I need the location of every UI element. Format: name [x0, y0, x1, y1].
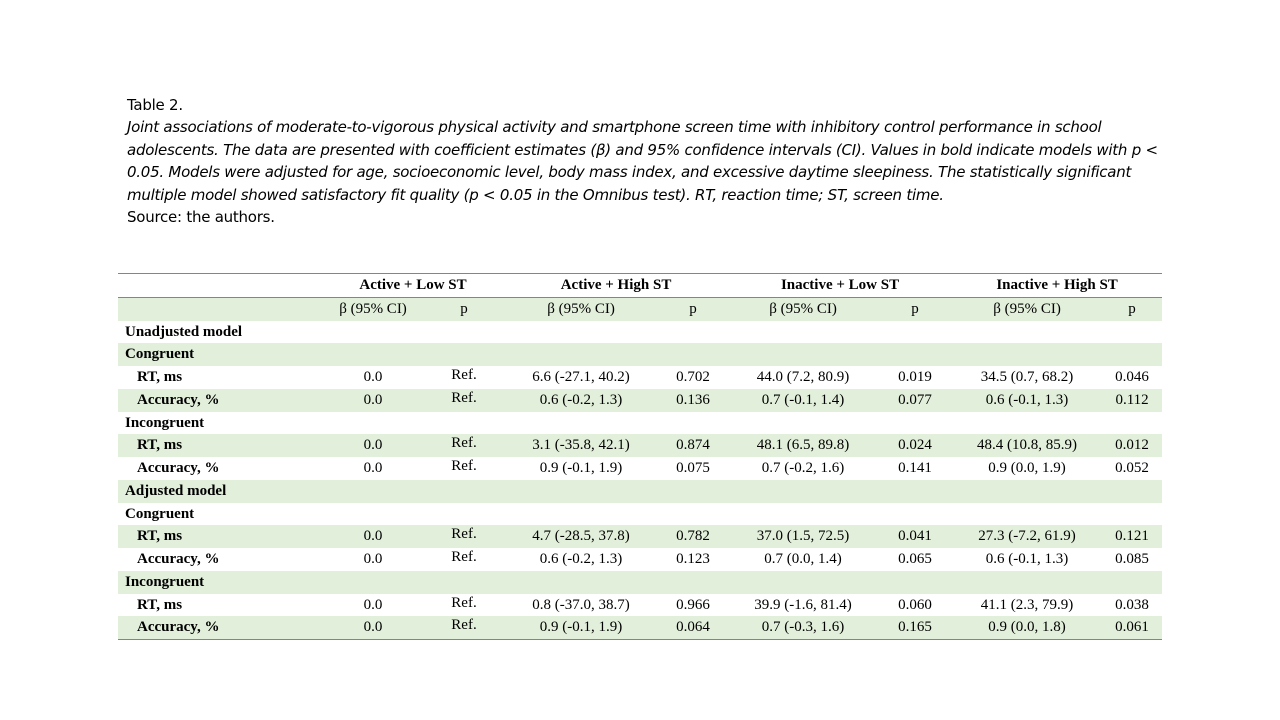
section-row	[118, 321, 1162, 344]
p-value-cell: 0.141	[898, 460, 932, 476]
empty-cell	[952, 503, 1102, 526]
p-value-cell: 0.123	[676, 551, 710, 567]
empty-cell	[504, 571, 658, 594]
empty-cell	[952, 412, 1102, 435]
table-cell	[322, 594, 424, 617]
row-label: RT, ms	[137, 369, 183, 385]
subheader-cell: p	[1102, 297, 1162, 320]
empty-cell	[424, 412, 504, 435]
p-value-cell: 0.782	[676, 528, 710, 545]
empty-cell	[322, 321, 424, 344]
estimate-cell: 0.9 (0.0, 1.8)	[988, 619, 1066, 636]
table-cell	[322, 366, 424, 389]
estimate-cell: 0.9 (-0.1, 1.9)	[539, 460, 623, 476]
reference-cell: Ref.	[451, 389, 477, 406]
estimate-cell: 27.3 (-7.2, 61.9)	[978, 528, 1076, 545]
empty-cell	[322, 503, 424, 526]
empty-cell	[504, 321, 658, 344]
estimate-cell: 0.7 (0.0, 1.4)	[764, 551, 842, 567]
p-value-cell: 0.046	[1115, 369, 1149, 385]
empty-cell	[728, 343, 878, 366]
estimate-cell: 0.0	[363, 460, 383, 476]
table-row	[118, 525, 1162, 548]
estimate-cell: 0.7 (-0.3, 1.6)	[761, 619, 845, 636]
table-source: Source: the authors.	[127, 208, 275, 227]
empty-cell	[504, 503, 658, 526]
table-cell	[952, 457, 1102, 480]
group-header-row	[118, 274, 1162, 298]
empty-cell	[728, 412, 878, 435]
row-label: Accuracy, %	[137, 551, 220, 567]
estimate-cell: 0.0	[363, 369, 383, 385]
estimate-cell: 0.9 (-0.1, 1.9)	[539, 619, 623, 636]
table-row	[118, 594, 1162, 617]
p-value-cell: 0.012	[1115, 437, 1149, 454]
p-value-cell: 0.121	[1115, 528, 1149, 545]
empty-cell	[322, 412, 424, 435]
table-cell	[504, 366, 658, 389]
table-cell	[878, 457, 952, 480]
p-value-cell: 0.136	[676, 391, 710, 408]
table-cell	[322, 616, 424, 639]
row-label: RT, ms	[118, 434, 322, 457]
table-cell	[658, 389, 728, 412]
reference-cell: Ref.	[451, 594, 477, 611]
section-label: Unadjusted model	[125, 323, 243, 340]
estimate-cell: 0.0	[363, 619, 383, 636]
table-cell	[1102, 594, 1162, 617]
table-cell	[1102, 548, 1162, 571]
empty-cell	[424, 321, 504, 344]
estimate-cell: 0.0	[363, 596, 383, 613]
table-cell	[322, 548, 424, 571]
row-label: Accuracy, %	[137, 460, 220, 476]
subheader-cell: p	[878, 297, 952, 320]
empty-cell	[878, 412, 952, 435]
table-cell	[424, 616, 504, 639]
p-value-cell: 0.874	[676, 437, 710, 454]
table-cell	[504, 525, 658, 548]
table-cell	[728, 548, 878, 571]
empty-cell	[424, 480, 504, 503]
table-caption	[127, 94, 1167, 228]
group-header: Active + Low ST	[322, 274, 504, 298]
estimate-cell: 44.0 (7.2, 80.9)	[756, 369, 850, 385]
estimate-cell: 0.7 (-0.1, 1.4)	[761, 391, 845, 408]
subheader-cell: β (95% CI)	[504, 297, 658, 320]
reference-cell: Ref.	[451, 617, 477, 634]
table-row	[118, 434, 1162, 457]
table-cell	[1102, 366, 1162, 389]
table-number: Table 2.	[127, 96, 183, 114]
estimate-cell: 39.9 (-1.6, 81.4)	[754, 596, 852, 613]
table-cell	[658, 457, 728, 480]
p-value-cell: 0.038	[1115, 596, 1149, 613]
table-cell	[952, 434, 1102, 457]
table-cell	[658, 616, 728, 639]
section-row	[118, 412, 1162, 435]
section-label: Congruent	[118, 343, 322, 366]
estimate-cell: 6.6 (-27.1, 40.2)	[532, 369, 630, 385]
row-label: Accuracy, %	[118, 616, 322, 639]
estimate-cell: 0.0	[363, 528, 383, 545]
section-label: Incongruent	[125, 414, 205, 431]
empty-cell	[322, 343, 424, 366]
table-cell	[658, 525, 728, 548]
empty-cell	[878, 480, 952, 503]
empty-cell	[658, 480, 728, 503]
empty-cell	[658, 343, 728, 366]
section-label: Adjusted model	[118, 480, 322, 503]
estimate-cell: 0.9 (0.0, 1.9)	[988, 460, 1066, 476]
empty-cell	[952, 321, 1102, 344]
empty-cell	[1102, 343, 1162, 366]
p-value-cell: 0.041	[898, 528, 932, 545]
reference-cell: Ref.	[451, 549, 477, 565]
empty-cell	[1102, 480, 1162, 503]
empty-cell	[424, 343, 504, 366]
table-row	[118, 389, 1162, 412]
empty-cell	[658, 503, 728, 526]
table-cell	[504, 548, 658, 571]
table-cell	[322, 525, 424, 548]
group-header: Inactive + Low ST	[728, 274, 952, 298]
estimate-cell: 0.6 (-0.2, 1.3)	[539, 391, 623, 408]
table-cell	[322, 434, 424, 457]
empty-cell	[658, 412, 728, 435]
empty-cell	[952, 480, 1102, 503]
empty-cell	[658, 321, 728, 344]
p-value-cell: 0.085	[1115, 551, 1149, 567]
p-value-cell: 0.052	[1115, 460, 1149, 476]
table-cell	[658, 594, 728, 617]
table-cell	[504, 389, 658, 412]
p-value-cell: 0.077	[898, 391, 932, 408]
table-cell	[878, 616, 952, 639]
table-cell	[952, 366, 1102, 389]
p-value-cell: 0.064	[676, 619, 710, 636]
estimate-cell: 4.7 (-28.5, 37.8)	[532, 528, 630, 545]
p-value-cell: 0.061	[1115, 619, 1149, 636]
table-cell	[424, 548, 504, 571]
empty-cell	[728, 571, 878, 594]
table-cell	[952, 389, 1102, 412]
section-row	[118, 503, 1162, 526]
empty-cell	[1102, 571, 1162, 594]
group-header: Active + High ST	[504, 274, 728, 298]
empty-cell	[424, 571, 504, 594]
p-value-cell: 0.075	[676, 460, 710, 476]
estimate-cell: 48.4 (10.8, 85.9)	[977, 437, 1078, 454]
table-cell	[424, 457, 504, 480]
table-cell	[322, 457, 424, 480]
p-value-cell: 0.702	[676, 369, 710, 385]
empty-cell	[322, 480, 424, 503]
p-value-cell: 0.165	[898, 619, 932, 636]
table-row	[118, 616, 1162, 639]
section-row	[118, 343, 1162, 366]
reference-cell: Ref.	[451, 458, 477, 474]
reference-cell: Ref.	[451, 435, 477, 452]
subheader-cell: β (95% CI)	[322, 297, 424, 320]
row-label: RT, ms	[118, 525, 322, 548]
table-cell	[878, 525, 952, 548]
table-cell	[728, 457, 878, 480]
subheader-cell: β (95% CI)	[952, 297, 1102, 320]
estimate-cell: 0.7 (-0.2, 1.6)	[761, 460, 845, 476]
table-cell	[504, 616, 658, 639]
table-cell	[424, 434, 504, 457]
empty-cell	[728, 321, 878, 344]
estimate-cell: 0.0	[363, 551, 383, 567]
estimate-cell: 0.6 (-0.1, 1.3)	[985, 391, 1069, 408]
empty-cell	[878, 343, 952, 366]
table-cell	[728, 434, 878, 457]
subheader-cell: β (95% CI)	[728, 297, 878, 320]
empty-cell	[504, 480, 658, 503]
table-cell	[658, 434, 728, 457]
estimate-cell: 0.6 (-0.1, 1.3)	[985, 551, 1069, 567]
estimate-cell: 0.0	[363, 437, 383, 454]
empty-cell	[504, 412, 658, 435]
p-value-cell: 0.060	[898, 596, 932, 613]
empty-cell	[728, 480, 878, 503]
empty-cell	[878, 321, 952, 344]
table-cell	[728, 594, 878, 617]
empty-cell	[424, 503, 504, 526]
table-cell	[424, 389, 504, 412]
table-cell	[878, 389, 952, 412]
p-value-cell: 0.024	[898, 437, 932, 454]
table-cell	[1102, 389, 1162, 412]
table-cell	[728, 366, 878, 389]
section-row	[118, 571, 1162, 594]
group-header: Inactive + High ST	[952, 274, 1162, 298]
reference-cell: Ref.	[451, 526, 477, 543]
table-cell	[878, 548, 952, 571]
estimate-cell: 0.0	[363, 391, 383, 408]
row-label: Accuracy, %	[118, 389, 322, 412]
empty-cell	[878, 571, 952, 594]
section-label: Incongruent	[118, 571, 322, 594]
table-cell	[878, 434, 952, 457]
table-cell	[952, 594, 1102, 617]
table-cell	[504, 434, 658, 457]
table-description: Joint associations of moderate-to-vigorous physical activity and smartphone screen time with inhibitory control performance in school adolescents. The data are presented with coefficient estimates (β) and 95% confidence intervals (CI). Values in bold indicate models with p < 0.05. Models were adjusted for age, socioeconomic level, body mass index, and excessive daytime sleepiness. The statistically significant multiple model showed satisfactory fit quality (p < 0.05 in the Omnibus test). RT, reaction time; ST, screen time.	[127, 118, 1158, 204]
table-row	[118, 548, 1162, 571]
estimate-cell: 37.0 (1.5, 72.5)	[756, 528, 850, 545]
empty-cell	[1102, 503, 1162, 526]
empty-cell	[952, 571, 1102, 594]
table-cell	[952, 616, 1102, 639]
p-value-cell: 0.065	[898, 551, 932, 567]
empty-cell	[658, 571, 728, 594]
header-blank	[118, 274, 322, 298]
estimate-cell: 0.6 (-0.2, 1.3)	[539, 551, 623, 567]
table-cell	[1102, 434, 1162, 457]
estimate-cell: 3.1 (-35.8, 42.1)	[532, 437, 630, 454]
table-cell	[504, 594, 658, 617]
empty-cell	[878, 503, 952, 526]
subheader-row	[118, 297, 1162, 320]
p-value-cell: 0.019	[898, 369, 932, 385]
table-cell	[728, 389, 878, 412]
reference-cell: Ref.	[451, 367, 477, 383]
table-cell	[1102, 616, 1162, 639]
p-value-cell: 0.112	[1115, 391, 1149, 408]
empty-cell	[728, 503, 878, 526]
table-cell	[424, 525, 504, 548]
empty-cell	[952, 343, 1102, 366]
table-cell	[658, 548, 728, 571]
table-cell	[952, 525, 1102, 548]
table-body	[118, 274, 1162, 640]
estimate-cell: 0.8 (-37.0, 38.7)	[532, 596, 630, 613]
table-cell	[1102, 525, 1162, 548]
estimate-cell: 41.1 (2.3, 79.9)	[980, 596, 1074, 613]
table-cell	[878, 366, 952, 389]
subheader-cell: p	[658, 297, 728, 320]
empty-cell	[1102, 412, 1162, 435]
table-cell	[728, 525, 878, 548]
empty-cell	[1102, 321, 1162, 344]
section-label: Congruent	[125, 505, 195, 522]
section-row	[118, 480, 1162, 503]
results-table	[118, 273, 1162, 640]
table-cell	[424, 366, 504, 389]
table-row	[118, 366, 1162, 389]
table-cell	[728, 616, 878, 639]
table-cell	[322, 389, 424, 412]
subheader-cell: p	[424, 297, 504, 320]
p-value-cell: 0.966	[676, 596, 710, 613]
table-cell	[424, 594, 504, 617]
subheader-blank	[118, 297, 322, 320]
table-cell	[658, 366, 728, 389]
table-row	[118, 457, 1162, 480]
table-cell	[878, 594, 952, 617]
empty-cell	[322, 571, 424, 594]
table-cell	[952, 548, 1102, 571]
table-cell	[504, 457, 658, 480]
table-cell	[1102, 457, 1162, 480]
row-label: RT, ms	[137, 596, 183, 613]
estimate-cell: 48.1 (6.5, 89.8)	[756, 437, 850, 454]
empty-cell	[504, 343, 658, 366]
estimate-cell: 34.5 (0.7, 68.2)	[980, 369, 1074, 385]
